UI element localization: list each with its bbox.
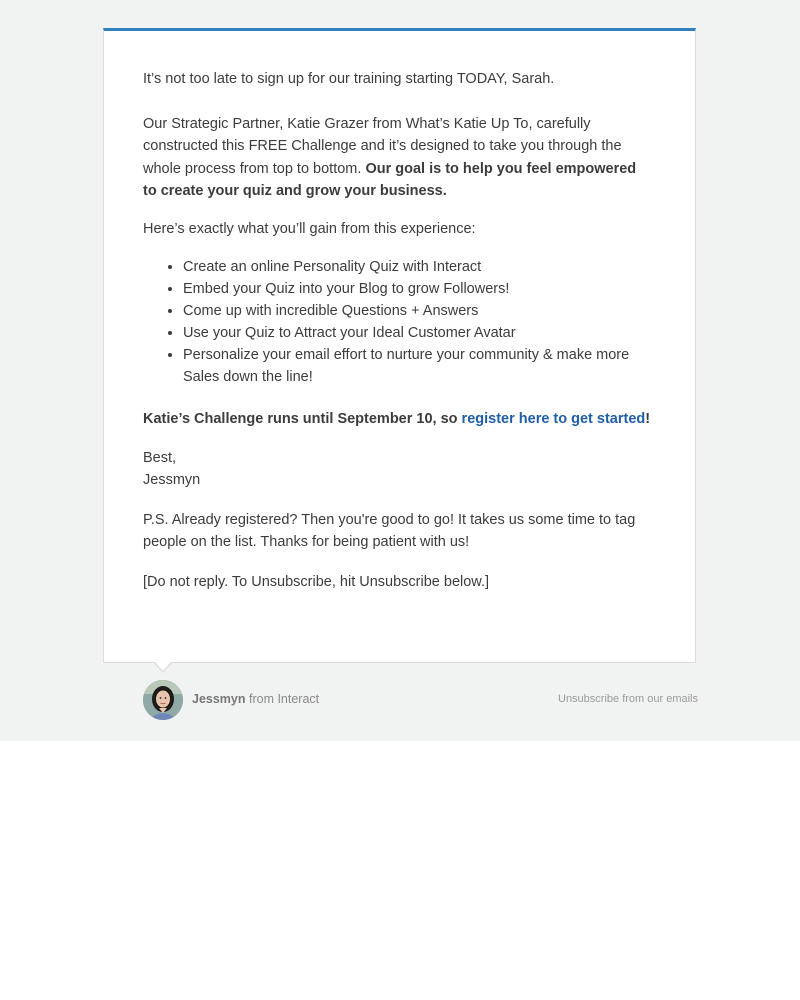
partner-goal: Our goal is to help you feel empowered to create your quiz and grow your business. — [143, 160, 637, 199]
register-link[interactable]: register here to get started — [461, 411, 646, 427]
list-item: • Personalize your email effort to nurture your community & make more Sales down the line! — [183, 344, 653, 388]
signature: Jessmyn — [143, 472, 201, 488]
avatar-portrait-icon — [143, 680, 183, 720]
signoff: Best, — [143, 449, 177, 466]
gain-intro: Here’s exactly what you’ll gain from this experience: — [143, 220, 476, 237]
challenge-text: Katie’s Challenge runs until September 10, so — [143, 411, 462, 427]
do-not-reply-text: [Do not reply. To Unsubscribe, hit Unsubscribe below.] — [143, 573, 490, 590]
intro-text: It’s not too late to sign up for our training starting TODAY, Sarah. — [143, 71, 555, 87]
avatar — [143, 680, 183, 720]
ps-text: P.S. Already registered? Then you're good to go! It takes us some time to tag people on the list. Thanks for being patient with us! — [143, 511, 636, 550]
challenge-end: ! — [645, 411, 651, 427]
email-footer — [143, 680, 698, 720]
partner-paragraph — [143, 113, 653, 203]
challenge-paragraph — [143, 408, 653, 431]
gains-list — [143, 256, 653, 388]
list-item: • Embed your Quiz into your Blog to grow Followers! — [183, 278, 653, 300]
list-item: • Create an online Personality Quiz with Interact — [183, 256, 653, 278]
unsubscribe-link[interactable]: Unsubscribe from our emails — [558, 693, 698, 705]
signoff-block — [143, 447, 653, 492]
card-pointer-inner — [155, 662, 171, 671]
list-item: • Use your Quiz to Attract your Ideal Customer Avatar — [183, 322, 653, 344]
sender-name: Jessmyn — [192, 692, 246, 706]
sender-line — [192, 692, 319, 706]
email-body — [143, 68, 653, 593]
sender-from: from Interact — [245, 692, 320, 706]
list-item: • Come up with incredible Questions + Answers — [183, 300, 653, 322]
partner-text: Our Strategic Partner, Katie Grazer from What’s Katie Up To, carefully constructed this FREE Challenge and it’s designed to take you through the whole process from top to bottom. — [143, 115, 622, 177]
